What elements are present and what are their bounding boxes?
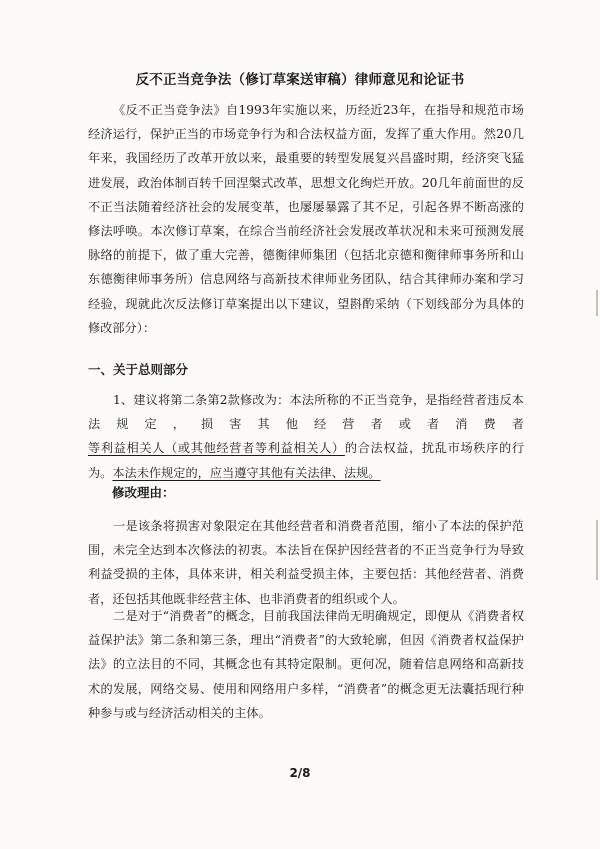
- intro-paragraph: [88, 98, 524, 340]
- reason-heading: 修改理由：: [112, 485, 175, 500]
- article-proposal-paragraph: [88, 388, 524, 485]
- article-proposal-text: [88, 388, 524, 485]
- document-title: 反不正当竞争法（修订草案送审稿）律师意见和论证书: [135, 72, 465, 88]
- section-heading-general-provisions: 一、关于总则部分: [88, 362, 189, 377]
- article-underlined-revision-2: 本法未作规定的，应当遵守其他有关法律、法规。: [112, 465, 381, 480]
- scan-edge-mark: [596, 290, 598, 316]
- intro-paragraph-text: 《反不正当竞争法》自1993年实施以来，历经近23年，在指导和规范市场经济运行，保护正当的市场竞争行为和合法权益方面，发挥了重大作用。然20几年来，我国经历了改革开放以来，最重要的转型发展复兴昌盛时期，经济突飞猛进发展，政治体制百转千回涅槃式改革，思想文化绚烂开放。20几年前面世的反不正当法随着经济社会的发展变革，也屡屡暴露了其不足，引起各界不断高涨的修法呼唤。本次修订草案，在综合当前经济社会发展改革状况和未来可预测发展脉络的前提下，做了重大完善，德衡律师集团（包括北京德和衡律师事务所和山东德衡律师事务所）信息网络与高新技术律师业务团队，结合其律师办案和学习经验，现就此次反法修订草案提出以下建议，望斟酌采纳（下划线部分为具体的修改部分）：: [88, 103, 524, 335]
- article-underlined-revision-1: 等利益相关人（或其他经营者等利益相关人）: [88, 441, 345, 456]
- reason-paragraph-1-text: 一是该条将损害对象限定在其他经营者和消费者范围，缩小了本法的保护范围，未完全达到本次修法的初衷。本法旨在保护因经营者的不正当竞争行为导致利益受损的主体，具体来讲，相关利益受损主体，主要包括：其他经营者、消费者，还包括其他既非经营主体、也非消费者的组织或个人。: [88, 519, 524, 606]
- reason-paragraph-2-text: 二是对于“消费者”的概念，目前我国法律尚无明确规定，即便从《消费者权益保护法》第二条和第三条，理出“消费者”的大致轮廓，但因《消费者权益保护法》的立法目的不同，其概念也有其特定限制。更何况，随着信息网络和高新技术的发展，网络交易、使用和网络用户多样，“消费者”的概念更无法囊括现行种种参与或与经济活动相关的主体。: [88, 609, 524, 720]
- article-middle: 的合法权益，扰乱市场秩序的行为。: [88, 441, 525, 480]
- scan-edge-mark: [596, 520, 598, 580]
- article-prefix: 1、建议将第二条第2款修改为：本法所称的不正当竞争，是指经营者违反本法规定，损害其他经营者或者消费者: [88, 393, 524, 432]
- reason-paragraph-1: [88, 514, 524, 611]
- page-number: 2/8: [289, 766, 311, 780]
- reason-paragraph-2: [88, 604, 524, 725]
